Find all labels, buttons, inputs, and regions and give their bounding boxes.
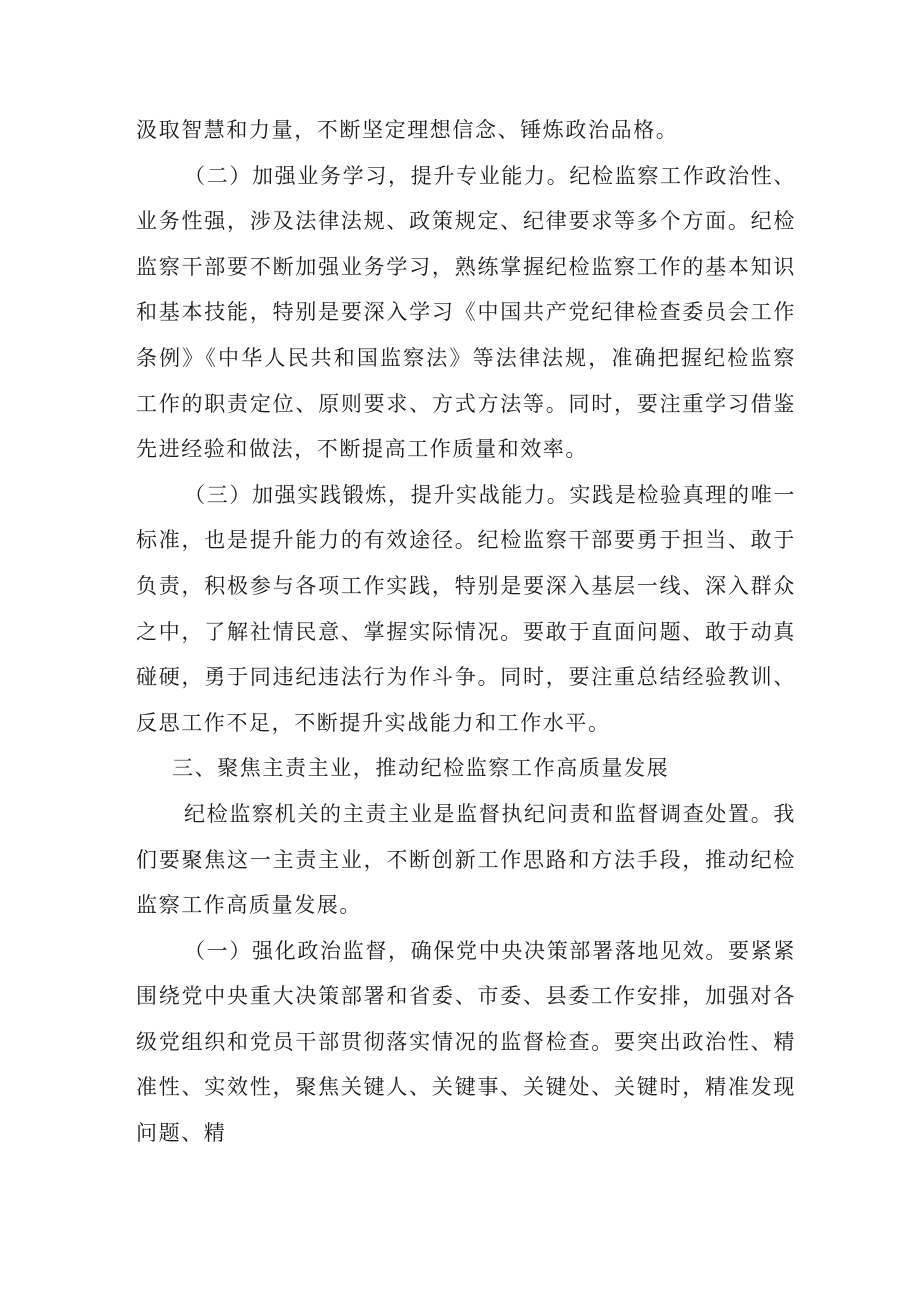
paragraph-business-study: （二）加强业务学习，提升专业能力。纪检监察工作政治性、业务性强，涉及法律法规、政策规定、纪律要求等多个方面。纪检监察干部要不断加强业务学习，熟练掌握纪检监察工作的基本知识和基本技能，特别是要深入学习《中国共产党纪律检查委员会工作条例》《中华人民共和国监察法》等法律法规，准确把握纪检监察工作的职责定位、原则要求、方式方法等。同时，要注重学习借鉴先进经验和做法，不断提高工作质量和效率。: [136, 163, 796, 462]
paragraph-practice-training: （三）加强实践锻炼，提升实战能力。实践是检验真理的唯一标准，也是提升能力的有效途径。纪检监察干部要勇于担当、敢于负责，积极参与各项工作实践，特别是要深入基层一线、深入群众之中，了解社情民意、掌握实际情况。要敢于直面问题、敢于动真碰硬，勇于同违纪违法行为作斗争。同时，要注重总结经验教训、反思工作不足，不断提升实战能力和工作水平。: [136, 482, 796, 735]
section-heading-three: 三、聚焦主责主业，推动纪检监察工作高质量发展: [172, 756, 670, 781]
paragraph-political-supervision: （一）强化政治监督，确保党中央决策部署落地见效。要紧紧围绕党中央重大决策部署和省委、市委、县委工作安排，加强对各级党组织和党员干部贯彻落实情况的监督检查。要突出政治性、精准性、实效性，聚焦关键人、关键事、关键处、关键时，精准发现问题、精: [136, 938, 796, 1146]
paragraph-continuation: 汲取智慧和力量，不断坚定理想信念、锤炼政治品格。: [136, 118, 679, 142]
paragraph-main-responsibility: 纪检监察机关的主责主业是监督执纪问责和监督调查处置。我们要聚焦这一主责主业，不断创新工作思路和方法手段，推动纪检监察工作高质量发展。: [136, 801, 796, 918]
document-page: [136, 108, 796, 1157]
